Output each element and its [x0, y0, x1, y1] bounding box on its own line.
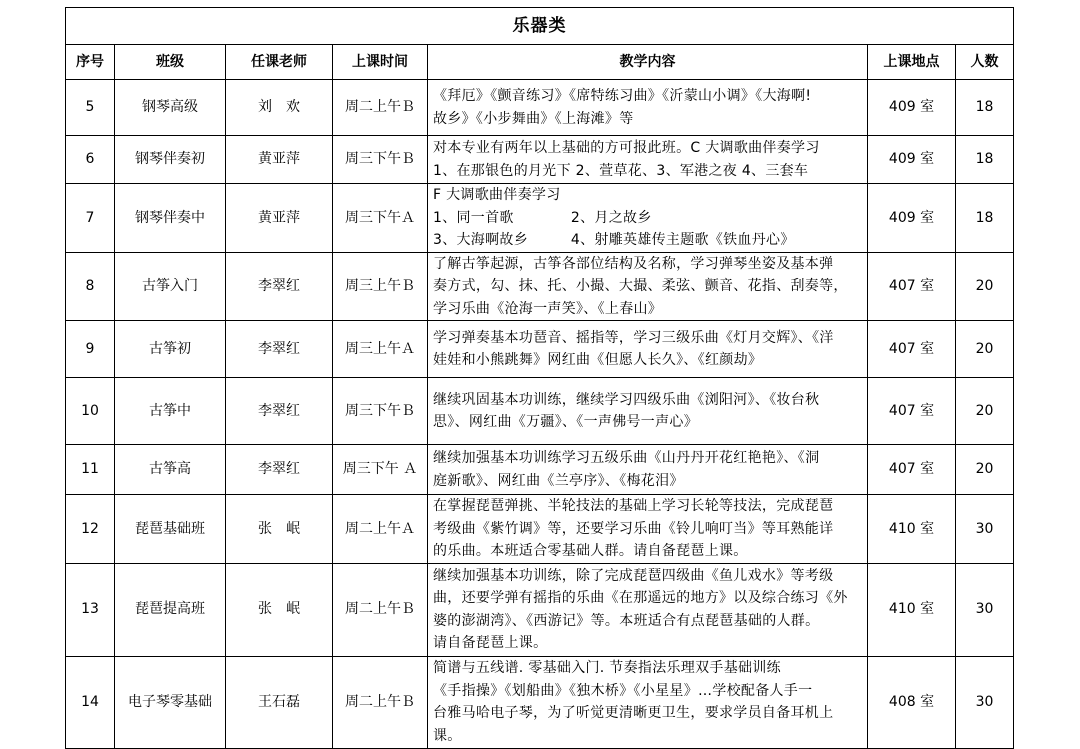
- table-row: [66, 136, 1014, 184]
- row-number: 9: [66, 321, 115, 378]
- content-line: 继续加强基本功训练，除了完成琵琶四级曲《鱼儿戏水》等考级: [433, 567, 834, 584]
- table-row: [66, 563, 1014, 656]
- content-line: F 大调歌曲伴奏学习: [433, 187, 561, 203]
- teaching-content: [428, 563, 868, 656]
- teacher-name: 李翠红: [226, 378, 333, 445]
- course-table-sheet: [65, 7, 1013, 749]
- content-line: 学习弹奏基本功琶音、摇指等，学习三级乐曲《灯月交辉》、《洋: [433, 329, 834, 346]
- table-row: [66, 495, 1014, 564]
- content-line: 简谱与五线谱. 零基础入门. 节奏指法乐理双手基础训练: [433, 660, 781, 676]
- content-line: 奏方式，勾、抹、托、小撮、大撮、柔弦、颤音、花指、刮奏等，: [433, 278, 848, 294]
- teacher-name: 王石磊: [226, 656, 333, 748]
- student-count: 20: [956, 378, 1014, 445]
- teacher-name: 李翠红: [226, 252, 333, 321]
- content-line: 故乡》《小步舞曲》《上海滩》等: [433, 110, 634, 127]
- classroom: 408 室: [868, 656, 956, 748]
- content-line: 思》、网红曲《万疆》、《一声佛号一声心》: [433, 414, 698, 430]
- content-line: 婆的澎湖湾》、《西游记》等。本班适合有点琵琶基础的人群。: [433, 612, 820, 629]
- content-line: 1、在那银色的月光下 2、萱草花、3、军港之夜 4、三套车: [433, 162, 809, 179]
- table-row: [66, 378, 1014, 445]
- student-count: 30: [956, 656, 1014, 748]
- header-row: [66, 45, 1014, 80]
- teacher-name: 刘 欢: [226, 80, 333, 136]
- student-count: 20: [956, 252, 1014, 321]
- table-body: [66, 80, 1014, 749]
- class-name: 古筝高: [115, 445, 226, 495]
- teaching-content: [428, 321, 868, 378]
- content-line: 在掌握琵琶弹挑、半轮技法的基础上学习长轮等技法，完成琵琶: [433, 498, 834, 514]
- row-number: 5: [66, 80, 115, 136]
- content-line: 考级曲《紫竹调》等，还要学习乐曲《铃儿响叮当》等耳熟能详: [433, 520, 834, 537]
- class-time: 周三上午Ａ: [333, 321, 428, 378]
- row-number: 12: [66, 495, 115, 564]
- class-time: 周三下午Ａ: [333, 184, 428, 253]
- class-name: 钢琴伴奏初: [115, 136, 226, 184]
- content-line: 1、同一首歌 2、月之故乡: [433, 209, 652, 226]
- content-line: 台雅马哈电子琴，为了听觉更清晰更卫生，要求学员自备耳机上: [433, 705, 834, 721]
- content-line: 《拜厄》《颤音练习》《席特练习曲》《沂蒙山小调》《大海啊!: [433, 88, 812, 104]
- content-line: 对本专业有两年以上基础的方可报此班。C 大调歌曲伴奏学习: [433, 140, 820, 156]
- classroom: 409 室: [868, 184, 956, 253]
- header-no: 序号: [66, 45, 115, 80]
- table-row: [66, 252, 1014, 321]
- class-time: 周二上午Ｂ: [333, 80, 428, 136]
- teacher-name: 李翠红: [226, 445, 333, 495]
- teacher-name: 李翠红: [226, 321, 333, 378]
- header-class: 班级: [115, 45, 226, 80]
- header-count: 人数: [956, 45, 1014, 80]
- content-line: 学习乐曲《沧海一声笑》、《上春山》: [433, 300, 663, 317]
- class-name: 钢琴高级: [115, 80, 226, 136]
- header-time: 上课时间: [333, 45, 428, 80]
- teaching-content: [428, 136, 868, 184]
- teacher-name: 黄亚萍: [226, 184, 333, 253]
- content-line: 庭新歌》、网红曲《兰亭序》、《梅花泪》: [433, 472, 684, 489]
- table-row: [66, 445, 1014, 495]
- student-count: 20: [956, 445, 1014, 495]
- table-title: 乐器类: [66, 8, 1014, 45]
- classroom: 409 室: [868, 136, 956, 184]
- teaching-content: [428, 252, 868, 321]
- table-row: [66, 321, 1014, 378]
- teaching-content: [428, 656, 868, 748]
- student-count: 18: [956, 136, 1014, 184]
- class-time: 周二上午Ｂ: [333, 563, 428, 656]
- row-number: 11: [66, 445, 115, 495]
- content-line: 《手指操》《划船曲》《独木桥》《小星星》…学校配备人手一: [433, 682, 813, 699]
- class-time: 周三下午Ｂ: [333, 378, 428, 445]
- table-row: [66, 656, 1014, 748]
- classroom: 410 室: [868, 495, 956, 564]
- teacher-name: 黄亚萍: [226, 136, 333, 184]
- student-count: 20: [956, 321, 1014, 378]
- student-count: 18: [956, 184, 1014, 253]
- content-line: 请自备琵琶上课。: [433, 635, 548, 651]
- student-count: 30: [956, 495, 1014, 564]
- teacher-name: 张 岷: [226, 495, 333, 564]
- row-number: 10: [66, 378, 115, 445]
- header-content: 教学内容: [428, 45, 868, 80]
- teaching-content: [428, 495, 868, 564]
- teaching-content: [428, 80, 868, 136]
- class-time: 周二上午Ｂ: [333, 656, 428, 748]
- content-line: 的乐曲。本班适合零基础人群。请自备琵琶上课。: [433, 543, 748, 559]
- class-name: 古筝初: [115, 321, 226, 378]
- classroom: 410 室: [868, 563, 956, 656]
- class-time: 周三下午 Ａ: [333, 445, 428, 495]
- header-room: 上课地点: [868, 45, 956, 80]
- teacher-name: 张 岷: [226, 563, 333, 656]
- content-line: 娃娃和小熊跳舞》网红曲《但愿人长久》、《红颜劫》: [433, 352, 763, 368]
- row-number: 6: [66, 136, 115, 184]
- content-line: 3、大海啊故乡 4、射雕英雄传主题歌《铁血丹心》: [433, 232, 795, 248]
- class-name: 钢琴伴奏中: [115, 184, 226, 253]
- content-line: 继续巩固基本功训练，继续学习四级乐曲《浏阳河》、《妆台秋: [433, 391, 820, 408]
- student-count: 30: [956, 563, 1014, 656]
- row-number: 7: [66, 184, 115, 253]
- content-line: 课。: [433, 727, 462, 744]
- row-number: 13: [66, 563, 115, 656]
- class-time: 周三下午Ｂ: [333, 136, 428, 184]
- row-number: 8: [66, 252, 115, 321]
- teaching-content: [428, 184, 868, 253]
- row-number: 14: [66, 656, 115, 748]
- class-time: 周二上午Ａ: [333, 495, 428, 564]
- classroom: 407 室: [868, 378, 956, 445]
- class-name: 琵琶基础班: [115, 495, 226, 564]
- content-line: 继续加强基本功训练学习五级乐曲《山丹丹开花红艳艳》、《洞: [433, 450, 820, 466]
- class-name: 电子琴零基础: [115, 656, 226, 748]
- content-line: 了解古筝起源，古筝各部位结构及名称，学习弹琴坐姿及基本弹: [433, 255, 834, 272]
- table-row: [66, 80, 1014, 136]
- classroom: 407 室: [868, 321, 956, 378]
- table-row: [66, 184, 1014, 253]
- class-name: 古筝中: [115, 378, 226, 445]
- classroom: 407 室: [868, 252, 956, 321]
- class-time: 周三上午Ｂ: [333, 252, 428, 321]
- course-table: [65, 7, 1014, 749]
- student-count: 18: [956, 80, 1014, 136]
- teaching-content: [428, 378, 868, 445]
- teaching-content: [428, 445, 868, 495]
- class-name: 古筝入门: [115, 252, 226, 321]
- classroom: 409 室: [868, 80, 956, 136]
- content-line: 曲，还要学弹有摇指的乐曲《在那遥远的地方》以及综合练习《外: [433, 590, 848, 606]
- class-name: 琵琶提高班: [115, 563, 226, 656]
- classroom: 407 室: [868, 445, 956, 495]
- header-teacher: 任课老师: [226, 45, 333, 80]
